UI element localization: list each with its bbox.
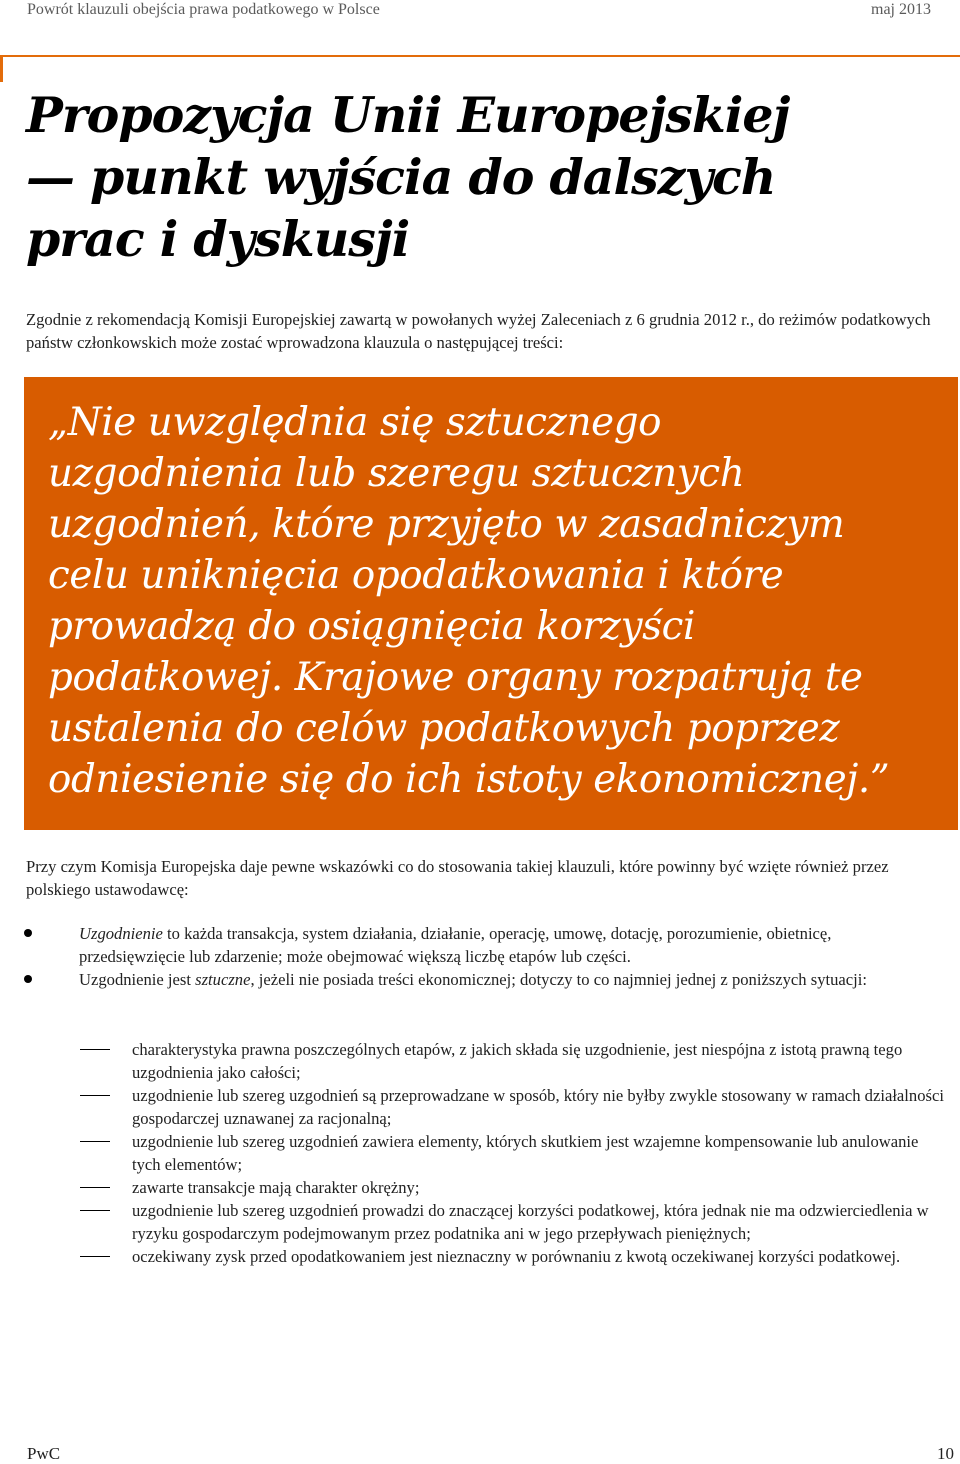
bullet-dot-icon bbox=[24, 975, 32, 983]
dash-mark-icon bbox=[80, 1256, 110, 1257]
dash-item-text: charakterystyka prawna poszczególnych etapów, z jakich składa się uzgodnienie, jest niespójna z istotą prawną tego uzgodnienia jako całości; bbox=[132, 1040, 903, 1082]
quote-line: prowadzą do osiągnięcia korzyści bbox=[48, 604, 695, 649]
quote-line: uzgodnień, które przyjęto w zasadniczym bbox=[48, 502, 845, 547]
section-title bbox=[26, 84, 936, 270]
bullet-list bbox=[0, 922, 960, 991]
quote-line: „Nie uwzględnia się sztucznego bbox=[48, 400, 662, 445]
section-title-line: Propozycja Unii Europejskiej bbox=[26, 86, 790, 144]
dash-mark-icon bbox=[80, 1210, 110, 1211]
quote-text bbox=[48, 397, 948, 805]
bullet-item bbox=[0, 922, 941, 968]
dash-item-text: uzgodnienie lub szereg uzgodnień zawiera elementy, których skutkiem jest wzajemne kompensowanie lub anulowanie tych elementów; bbox=[132, 1132, 919, 1174]
quote-box bbox=[24, 377, 958, 830]
dash-list bbox=[0, 1038, 960, 1268]
dash-item bbox=[0, 1199, 944, 1245]
quote-line: podatkowej. Krajowe organy rozpatrują te bbox=[48, 655, 863, 700]
dash-item-text: uzgodnienie lub szereg uzgodnień są przeprowadzane w sposób, który nie byłby zwykle stosowany w ramach działalności gospodarczej uznawanej za racjonalną; bbox=[132, 1086, 944, 1128]
bullet-text-emphasis: Uzgodnienie bbox=[79, 924, 163, 943]
page-number: 10 bbox=[937, 1444, 954, 1463]
bullet-text-post: to każda transakcja, system działania, działanie, operację, umowę, dotację, porozumienie, obietnicę, przedsięwzięcie lub zdarzenie; może obejmować większą liczbę etapów lub części. bbox=[79, 924, 832, 966]
bullet-text-pre: Uzgodnienie jest bbox=[79, 970, 196, 989]
dash-item bbox=[0, 1130, 944, 1176]
dash-item-text: oczekiwany zysk przed opodatkowaniem jest nieznaczny w porównaniu z kwotą oczekiwanej korzyści podatkowej. bbox=[132, 1247, 901, 1266]
bullet-text-emphasis: sztuczne bbox=[195, 970, 251, 989]
dash-item bbox=[0, 1038, 944, 1084]
dash-item bbox=[0, 1176, 944, 1199]
dash-item-text: uzgodnienie lub szereg uzgodnień prowadzi do znaczącej korzyści podatkowej, która jednak nie ma odzwierciedlenia w ryzyku gospodarczym podejmowanym przez podatnika ani w jego przepływach pieniężnych; bbox=[132, 1201, 929, 1243]
quote-line: ustalenia do celów podatkowych poprzez bbox=[48, 706, 840, 751]
dash-item-text: zawarte transakcje mają charakter okrężny; bbox=[132, 1178, 420, 1197]
dash-mark-icon bbox=[80, 1049, 110, 1050]
section-title-line: — punkt wyjścia do dalszych bbox=[26, 148, 776, 206]
quote-line: uzgodnienia lub szeregu sztucznych bbox=[48, 451, 745, 496]
footer-brand: PwC bbox=[27, 1444, 61, 1463]
running-header-date: maj 2013 bbox=[871, 1, 931, 18]
bullet-text-post: , jeżeli nie posiada treści ekonomicznej; dotyczy to co najmniej jednej z poniższych sytuacji: bbox=[250, 970, 867, 989]
dash-item bbox=[0, 1084, 944, 1130]
quote-line: celu uniknięcia opodatkowania i które bbox=[48, 553, 784, 598]
header-rule bbox=[0, 55, 960, 57]
quote-line: odniesienie się do ich istoty ekonomicznej.” bbox=[48, 757, 890, 802]
bullet-dot-icon bbox=[24, 929, 32, 937]
guidance-paragraph: Przy czym Komisja Europejska daje pewne wskazówki co do stosowania takiej klauzuli, które powinny być wzięte również przez polskiego ustawodawcę: bbox=[26, 857, 889, 899]
dash-item bbox=[0, 1245, 944, 1268]
dash-mark-icon bbox=[80, 1187, 110, 1188]
bullet-item bbox=[0, 968, 941, 991]
running-header-title: Powrót klauzuli obejścia prawa podatkowego w Polsce bbox=[27, 1, 380, 18]
intro-paragraph: Zgodnie z rekomendacją Komisji Europejskiej zawartą w powołanych wyżej Zaleceniach z 6 grudnia 2012 r., do reżimów podatkowych państw członkowskich może zostać wprowadzona klauzula o następującej treści: bbox=[26, 310, 931, 352]
section-title-line: prac i dyskusji bbox=[26, 210, 410, 268]
dash-mark-icon bbox=[80, 1095, 110, 1096]
dash-mark-icon bbox=[80, 1141, 110, 1142]
header-rule-tick bbox=[0, 55, 3, 82]
